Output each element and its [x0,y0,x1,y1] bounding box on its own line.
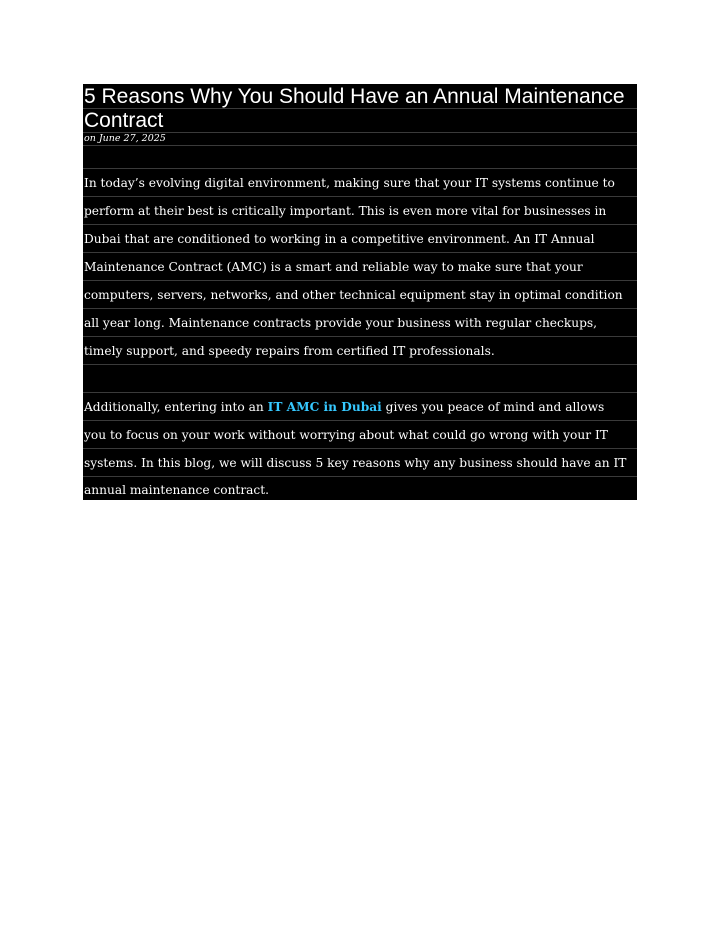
paragraph-2-line: systems. In this blog, we will discuss 5 key reasons why any business should have an IT [83,449,637,477]
article-block [83,84,637,500]
paragraph-1-line: perform at their best is critically important. This is even more vital for businesses in [83,197,637,225]
paragraph-1-line: In today’s evolving digital environment, making sure that your IT systems continue to [83,169,637,197]
blank-line [83,146,637,169]
paragraph-2-text: Additionally, entering into an [84,400,268,414]
it-amc-dubai-link[interactable]: IT AMC in Dubai [267,400,382,414]
paragraph-2-line: you to focus on your work without worrying about what could go wrong with your IT [83,421,637,449]
paragraph-1-line: all year long. Maintenance contracts provide your business with regular checkups, [83,309,637,337]
paragraph-2-line [83,393,637,421]
paragraph-2-line: annual maintenance contract. [84,483,270,497]
paragraph-1-line: Dubai that are conditioned to working in a competitive environment. An IT Annual [83,225,637,253]
post-date: on June 27, 2025 [83,133,637,146]
paragraph-1-line: computers, servers, networks, and other technical equipment stay in optimal condition [83,281,637,309]
paragraph-2-text: gives you peace of mind and allows [381,400,605,414]
blank-line [83,365,637,393]
article-title-line-2: Contract [83,109,637,133]
paragraph-1-line: Maintenance Contract (AMC) is a smart and reliable way to make sure that your [83,253,637,281]
paragraph-1-line: timely support, and speedy repairs from certified IT professionals. [83,337,637,365]
article-title-line-1: 5 Reasons Why You Should Have an Annual Maintenance [83,85,637,109]
